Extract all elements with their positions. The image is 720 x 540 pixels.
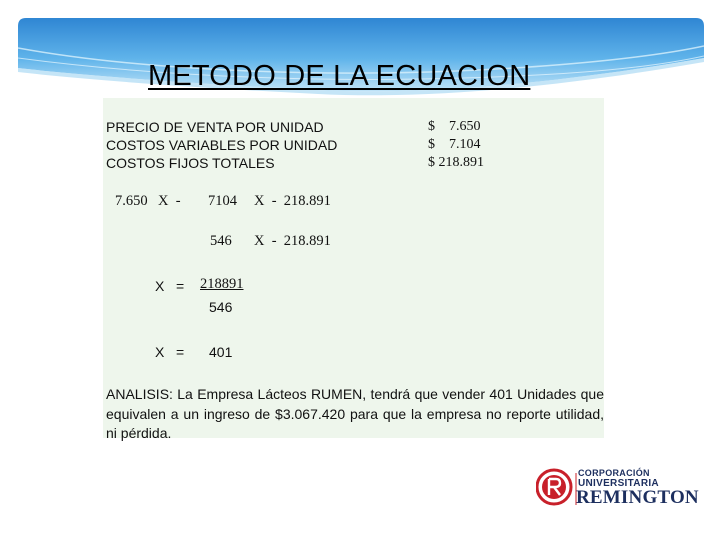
value-costos-variables: $ 7.104: [428, 137, 481, 152]
eq3-lhs: X =: [155, 278, 185, 294]
eq2-margin: 546: [210, 233, 232, 249]
logo-line3: REMINGTON: [576, 487, 699, 508]
remington-logo: [536, 467, 698, 511]
analysis-text: ANALISIS: La Empresa Lácteos RUMEN, tendrá que vender 401 Unidades que equivalen a un ingreso de $3.067.420 para que la empresa no reporte utilidad, ni pérdida.: [106, 386, 604, 441]
page-title: METODO DE LA ECUACION: [148, 60, 531, 92]
label-precio-venta: PRECIO DE VENTA POR UNIDAD: [106, 119, 324, 135]
eq4-result: 401: [209, 344, 233, 360]
eq4-lhs: X =: [155, 344, 185, 360]
eq1-x: X -: [158, 193, 181, 209]
logo-line2: UNIVERSITARIA: [578, 478, 659, 489]
eq3-numerator: 218891: [200, 276, 244, 292]
label-costos-fijos: COSTOS FIJOS TOTALES: [106, 155, 275, 171]
value-precio-venta: $ 7.650: [428, 119, 481, 134]
eq1-rest: X - 218.891: [254, 193, 331, 209]
eq2-rest: X - 218.891: [254, 233, 331, 249]
logo-line1: CORPORACIÓN: [578, 468, 650, 478]
eq1-variable-cost: 7104: [208, 193, 237, 209]
value-costos-fijos: $ 218.891: [428, 155, 484, 170]
eq1-price: 7.650: [115, 193, 148, 209]
eq3-denominator: 546: [209, 299, 233, 315]
label-costos-variables: COSTOS VARIABLES POR UNIDAD: [106, 137, 338, 153]
